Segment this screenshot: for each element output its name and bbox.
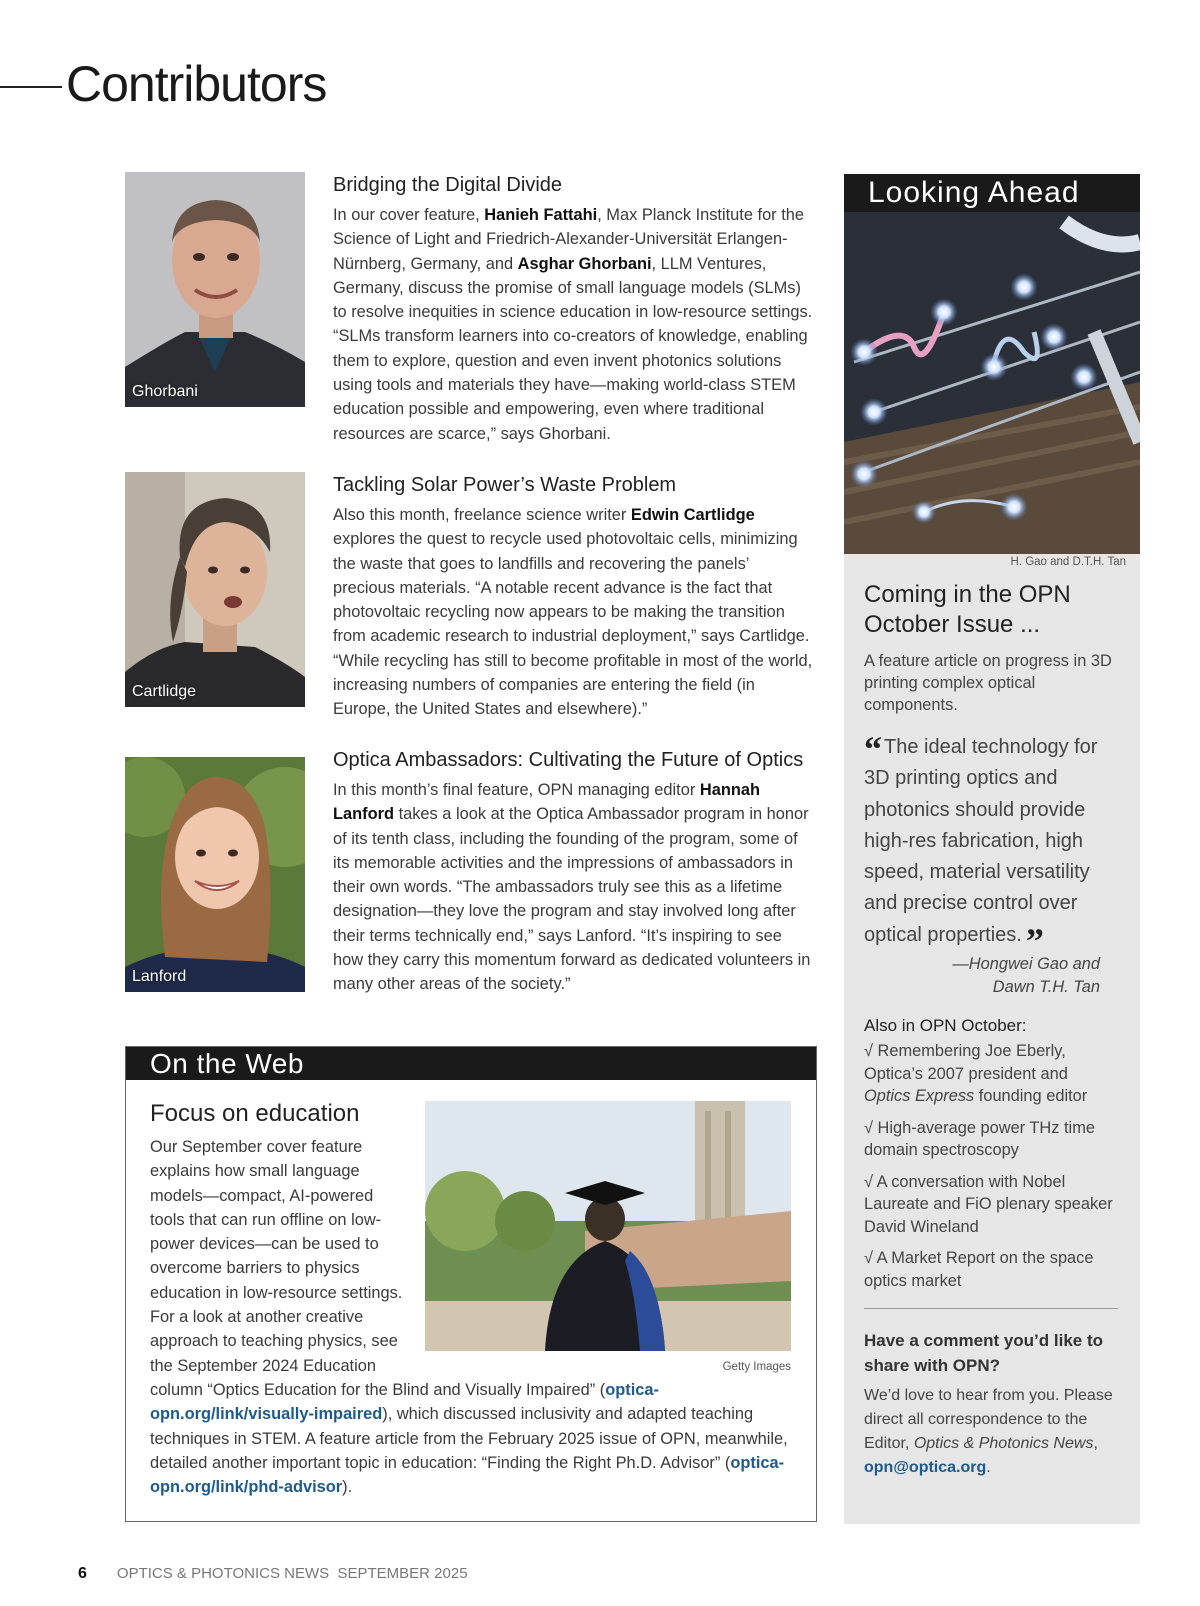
- also-item: √ Remembering Joe Eberly, Optica’s 2007 president and Optics Express founding editor: [864, 1042, 1088, 1106]
- story-title: Bridging the Digital Divide: [333, 174, 563, 196]
- page-footer: [78, 1565, 468, 1583]
- sidebar-content: [844, 568, 1140, 1480]
- also-title: Also in OPN October:: [864, 1016, 1027, 1036]
- story-body: Also this month, freelance science writer Edwin Cartlidge explores the quest to recycle used photovoltaic cells, minimizing the waste that goes to landfills and recovering the panels’ precious materials. “A notable recent advance is the fact that photovoltaic recycling now appears to be making the transition from academic research to industrial deployment,” says Cartlidge. “While recycling has still to become profitable in most of the world, increasing numbers of companies are entering the field (in Europe, the United States and elsewhere).”: [333, 506, 813, 719]
- visually-impaired-link[interactable]: optica-opn.org/link/visually-impaired: [150, 1380, 659, 1424]
- also-item: √ A conversation with Nobel Laureate and FiO plenary speaker David Wineland: [864, 1172, 1113, 1236]
- page-header: [0, 52, 400, 116]
- quote-attribution: —Hongwei Gao and Dawn T.H. Tan: [952, 955, 1100, 996]
- story-optica-ambassadors: [333, 747, 813, 997]
- pull-quote: “ The ideal technology for 3D printing optics and photonics should provide high-res fabrication, high speed, material versatility and precise control over optical properties. ”: [864, 729, 1098, 961]
- story-body: In our cover feature, Hanieh Fattahi, Max Planck Institute for the Science of Light and Friedrich-Alexander-Universität Erlangen-Nürnberg, Germany, and Asghar Ghorbani, LLM Ventures, Germany, discuss the promise of small language models (SLMs) to resolve inequities in science education in low-resource settings. “SLMs transform learners into co-creators of knowledge, enabling them to explore, question and even invent photonics solutions using tools and materials they have—making world-class STEM education possible and empowering, even where traditional resources are scarce,” says Ghorbani.: [333, 206, 813, 443]
- coming-blurb: A feature article on progress in 3D printing complex optical components.: [864, 652, 1112, 714]
- illustration-credit: H. Gao and D.T.H. Tan: [1010, 556, 1126, 568]
- story-body: In this month’s final feature, OPN managing editor Hannah Lanford takes a look at the Optica Ambassador program in honor of its tenth class, including the founding of the program, some of its memorable activities and the impressions of ambassadors in their own words. “The ambassadors truly see this as a lifetime designation—they love the program and stay involved long after their terms technically end,” says Lanford. “It’s inspiring to see how they carry this momentum forward as dedicated volunteers in many other areas of the society.”: [333, 781, 811, 994]
- coming-title: Coming in the OPN October Issue ...: [864, 581, 1071, 638]
- story-title: Optica Ambassadors: Cultivating the Future of Optics: [333, 749, 804, 771]
- editor-email-link[interactable]: opn@optica.org: [864, 1459, 987, 1477]
- on-the-web-content: [150, 1097, 790, 1499]
- photonics-illustration: [844, 212, 1140, 554]
- publication-name: OPTICS & PHOTONICS NEWS SEPTEMBER 2025: [116, 1565, 468, 1582]
- page-title: Contributors: [66, 56, 327, 112]
- page-number: 6: [78, 1565, 87, 1582]
- sidebar-divider: [864, 1308, 1118, 1309]
- comment-title: Have a comment you’d like to share with OPN?: [864, 1331, 1104, 1375]
- close-quote-icon: ”: [1025, 920, 1044, 961]
- also-item: √ A Market Report on the space optics market: [864, 1249, 1094, 1290]
- on-the-web-box: [125, 1046, 817, 1522]
- looking-ahead-bar: Looking Ahead: [844, 174, 1140, 212]
- story-bridging-digital-divide: [333, 172, 813, 446]
- story-solar-power-waste: [333, 472, 813, 722]
- also-item: √ High-average power THz time domain spectroscopy: [864, 1118, 1095, 1160]
- photo-caption: Cartlidge: [132, 683, 197, 700]
- cartlidge-photo: [125, 472, 305, 707]
- lanford-photo: [125, 757, 305, 992]
- ghorbani-photo: [125, 172, 305, 407]
- phd-advisor-link[interactable]: optica-opn.org/link/phd-advisor: [150, 1453, 785, 1497]
- photo-caption: Ghorbani: [132, 383, 198, 400]
- open-quote-icon: “: [864, 729, 882, 769]
- graduate-photo: [425, 1101, 791, 1373]
- photo-caption: Lanford: [132, 968, 187, 985]
- comment-body: We’d love to hear from you. Please direct all correspondence to the Editor, Optics & Photonics News, opn@optica.org.: [864, 1387, 1113, 1477]
- looking-ahead-sidebar: [844, 174, 1140, 1524]
- image-credit: Getty Images: [722, 1361, 791, 1373]
- web-body: Our September cover feature explains how small language models—compact, AI-powered tools that can run offline on low-power devices—can be used to overcome barriers to physics education in low-resource settings. For a look at another creative approach to teaching physics, see the September 2024 Education column “Optics Education for the Blind and Visually Impaired” (optica-opn.org/link/visually-impaired), which discussed inclusivity and adapted teaching techniques in STEM. A feature article from the February 2025 issue of OPN, meanwhile, detailed another important topic in education: “Finding the Right Ph.D. Advisor” (optica-opn.org/link/phd-advisor).: [150, 1138, 788, 1497]
- on-the-web-bar: On the Web: [126, 1047, 816, 1080]
- web-heading: Focus on education: [150, 1100, 360, 1127]
- story-title: Tackling Solar Power’s Waste Problem: [333, 474, 677, 496]
- header-rule: [0, 86, 62, 88]
